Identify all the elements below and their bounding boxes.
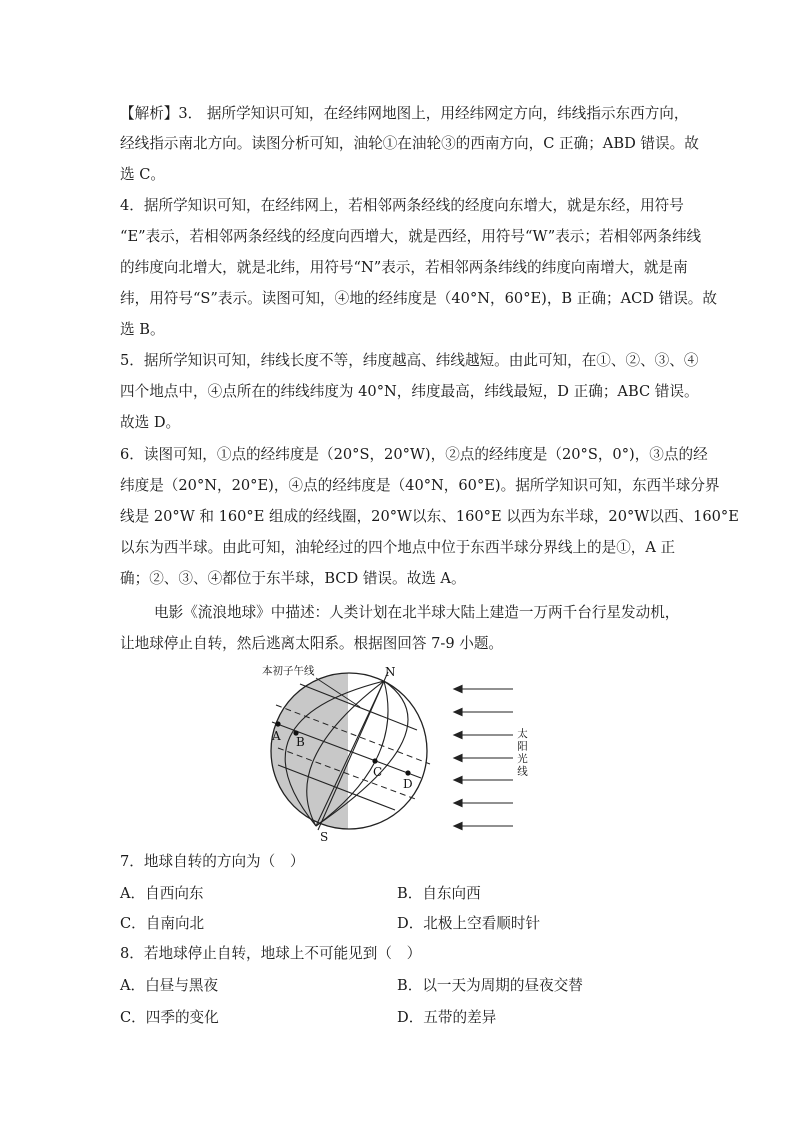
question-7-option-a[interactable]: A．自西向东 [120, 885, 204, 902]
question-8-option-a[interactable]: A．白昼与黑夜 [120, 977, 219, 994]
analysis-line: 选 C。 [120, 166, 165, 183]
point-c-dot [372, 758, 377, 763]
question-7-stem: 7．地球自转的方向为（ ） [120, 853, 305, 870]
analysis-line: 6．读图可知，①点的经纬度是（20°S，20°W)，②点的经纬度是（20°S，0°)，③点的经 [120, 446, 708, 463]
sun-rays-label: 太阳光线 [516, 728, 528, 778]
analysis-line: 四个地点中，④点所在的纬线纬度为 40°N，纬度最高，纬线最短，D 正确；ABC 错误。 [120, 383, 699, 400]
question-7-option-b[interactable]: B．自东向西 [397, 885, 481, 902]
analysis-line: 线是 20°W 和 160°E 组成的经线圈，20°W以东、160°E 以西为东半球，20°W以西、160°E [120, 508, 739, 525]
question-8-option-b[interactable]: B．以一天为周期的昼夜交替 [397, 977, 583, 994]
analysis-line: 故选 D。 [120, 414, 181, 431]
question-7-option-d[interactable]: D．北极上空看顺时针 [397, 915, 541, 932]
analysis-line: “E”表示，若相邻两条经线的经度向西增大，就是西经，用符号“W”表示；若相邻两条纬线 [120, 228, 702, 245]
point-a-label: A [272, 729, 281, 743]
analysis-line: 4．据所学知识可知，在经纬网上，若相邻两条经线的经度向东增大，就是东经，用符号 [120, 197, 684, 214]
analysis-line: 经线指示南北方向。读图分析可知，油轮①在油轮③的西南方向，C 正确；ABD 错误。故 [120, 135, 699, 152]
analysis-line: 选 B。 [120, 321, 165, 338]
question-8-stem: 8．若地球停止自转，地球上不可能见到（ ） [120, 945, 422, 962]
point-d-dot [405, 770, 410, 775]
point-c-label: C [373, 765, 383, 779]
south-pole-label: S [320, 830, 329, 844]
analysis-line: 以东为西半球。由此可知，油轮经过的四个地点中位于东西半球分界线上的是①，A 正 [120, 539, 676, 556]
question-8-option-c[interactable]: C．四季的变化 [120, 1009, 219, 1026]
north-pole-label: N [385, 665, 396, 679]
analysis-line: 确；②、③、④都位于东半球，BCD 错误。故选 A。 [120, 570, 466, 587]
sun-rays [454, 686, 513, 830]
analysis-line: 5．据所学知识可知，纬线长度不等，纬度越高、纬线越短。由此可知，在①、②、③、④ [120, 352, 699, 369]
analysis-line: 的纬度向北增大，就是北纬，用符号“N”表示，若相邻两条纬线的纬度向南增大，就是南 [120, 259, 688, 276]
point-b-label: B [296, 735, 305, 749]
question-7-option-c[interactable]: C．自南向北 [120, 915, 205, 932]
prime-meridian-label: 本初子午线 [262, 665, 315, 677]
earth-diagram [240, 655, 560, 845]
analysis-line: 纬度是（20°N，20°E)，④点的经纬度是（40°N，60°E)。据所学知识可知，东西半球分界 [120, 477, 720, 494]
analysis-line: 纬，用符号“S”表示。读图可知，④地的经纬度是（40°N，60°E)，B 正确；ACD 错误。故 [120, 290, 717, 307]
intro-line: 让地球停止自转，然后逃离太阳系。根据图回答 7-9 小题。 [120, 635, 504, 652]
point-a-dot [275, 721, 280, 726]
question-8-option-d[interactable]: D．五带的差异 [397, 1009, 497, 1026]
intro-line: 电影《流浪地球》中描述：人类计划在北半球大陆上建造一万两千台行星发动机， [154, 604, 680, 621]
point-d-label: D [403, 777, 413, 791]
analysis-line: 【解析】3． 据所学知识可知，在经纬网地图上，用经纬网定方向，纬线指示东西方向， [120, 105, 689, 122]
